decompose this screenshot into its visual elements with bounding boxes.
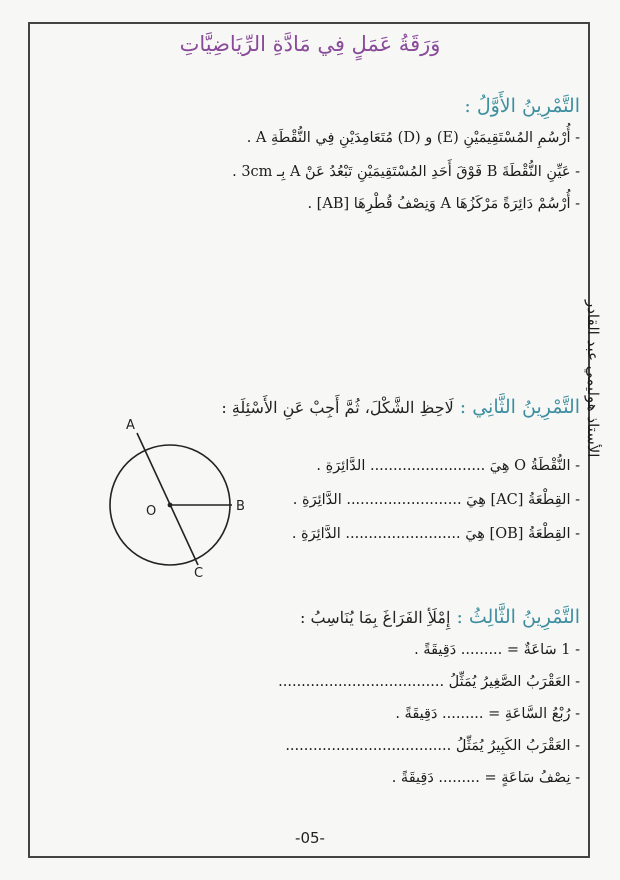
exercise2-heading	[221, 396, 580, 418]
exercise3-question: إِمْلَأِ الفَرَاغَ بِمَا يُنَاسِبُ :	[300, 608, 451, 627]
exercise2-item-3: - القِطْعَةُ [OB] هِيَ ......................... الدَّائِرَةِ .	[291, 526, 580, 542]
exercise3-item-3: - رُبْعُ السَّاعَةِ = ......... دَقِيقَةً .	[395, 706, 580, 722]
label-o: O	[146, 504, 157, 519]
exercise1-item-3: - أُرْسُمْ دَائِرَةً مَرْكَزُهَا A وَنِصْفُ قُطْرِهَا [AB] .	[307, 196, 580, 212]
diameter-ac	[137, 433, 198, 565]
exercise3-title: التَّمْرِينُ الثَّالِثُ :	[456, 606, 580, 628]
exercise3-item-4: - العَقْرَبُ الكَبِيرُ يُمَثِّلُ ....................................	[285, 738, 580, 754]
label-b: B	[236, 499, 245, 514]
exercise2-item-2: - القِطْعَةُ [AC] هِيَ ......................... الدَّائِرَةِ .	[292, 492, 580, 508]
center-point	[168, 503, 173, 508]
page-number: -05-	[295, 829, 325, 847]
exercise2-item-1: - النُّقْطَةُ O هِيَ ......................... الدَّائِرَةِ .	[316, 458, 580, 474]
exercise3-heading	[300, 606, 580, 628]
circle-figure	[102, 405, 272, 580]
exercise2-title: التَّمْرِينُ الثَّانِي :	[459, 396, 580, 418]
label-a: A	[126, 418, 135, 433]
worksheet-title: وَرَقَةُ عَمَلٍ فِي مَادَّةِ الرِّيَاضِيَّاتِ	[179, 32, 441, 56]
exercise3-item-5: - نِصْفُ سَاعَةٍ = ......... دَقِيقَةً .	[391, 770, 580, 786]
exercise1-title: التَّمْرِينُ الأَوَّلُ :	[464, 95, 580, 117]
label-c: C	[194, 566, 204, 580]
teacher-name: الأستاذ هوليمي عبد القادر	[584, 300, 602, 458]
exercise1-item-1: - أُرْسُمِ المُسْتَقِيمَيْنِ (E) و (D) مُتَعَامِدَيْنِ فِي النُّقْطَةِ A .	[246, 130, 580, 146]
exercise1-item-2: - عَيِّنِ النُّقْطَةَ B فَوْقَ أَحَدِ المُسْتَقِيمَيْنِ تَبْعُدُ عَنْ A بِـ 3cm .	[232, 164, 580, 180]
exercise2-question: لَاحِظِ الشَّكْلَ، ثُمَّ أَجِبْ عَنِ الأَسْئِلَةِ :	[221, 398, 454, 417]
exercise3-item-2: - العَقْرَبُ الصَّغِيرُ يُمَثِّلُ ....................................	[278, 674, 580, 690]
exercise3-item-1: - 1 سَاعَةٌ = ......... دَقِيقَةً .	[414, 642, 580, 658]
